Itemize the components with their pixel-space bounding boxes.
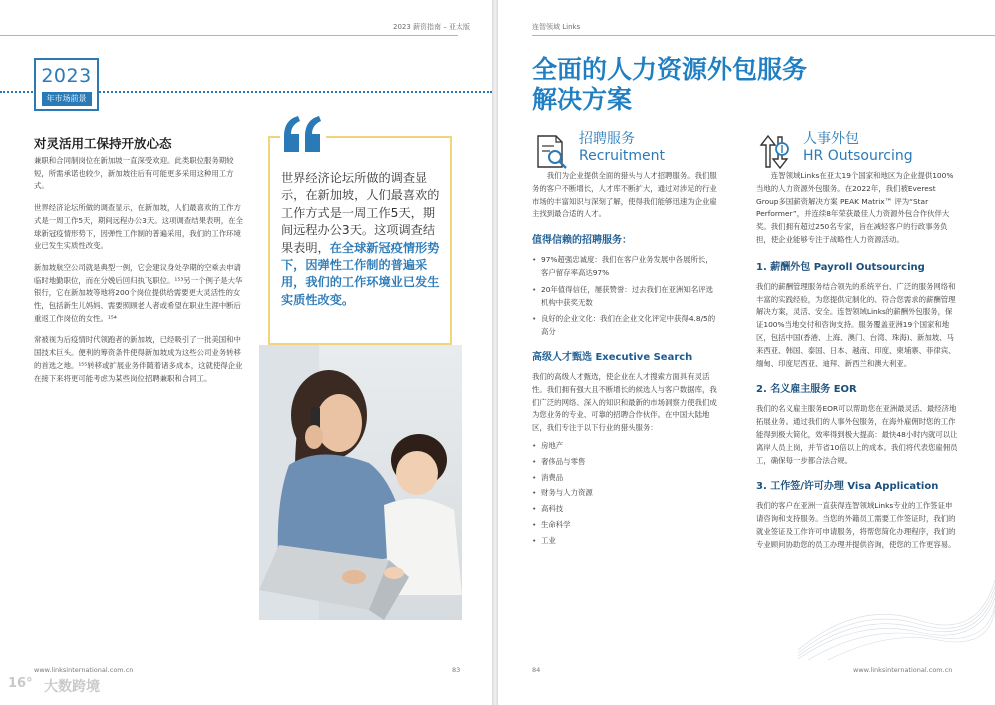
eor-text: 我们的名义雇主服务EOR可以帮助您在亚洲最灵活、最经济地拓展业务。通过我们的人事外包服务，在海外雇佣时您的工作能得到极大简化，效率得到极大提高：最快48小时内就可以让离岸人员上岗，并节省10倍以上的成本。我们将代表您雇佣员工，确保每一步都合法合规。 xyxy=(756,404,958,465)
eor-heading: 2. 名义雇主服务 EOR xyxy=(756,384,857,396)
quote-highlight-text: 在全球新冠疫情形势下，因弹性工作制的普遍采用，我们的工作环境业已发生实质性改变。 xyxy=(281,240,440,307)
hr-heading-en: HR Outsourcing xyxy=(803,148,913,164)
page-title xyxy=(532,55,862,115)
watermark xyxy=(6,672,156,702)
list-item: • 良好的企业文化：我们在企业文化评定中获得4.8/5的高分 xyxy=(532,313,720,339)
recruitment-heading-en: Recruitment xyxy=(579,148,666,164)
list-item: • 消费品 xyxy=(532,472,720,485)
recruitment-document-search-icon xyxy=(532,133,570,171)
payroll-text: 我们的薪酬管理服务结合领先的系统平台、广泛的服务网络和丰富的实践经验，为您提供定制化的、符合您需求的薪酬管理解决方案，灵活、安全。连智领域Links的薪酬外包服务，保证100%当地交付和咨询支持。服务覆盖亚洲19个国家和地区，包括中国(香港、上海、澳门、台湾、珠海)、新加坡、马来西亚、韩国、泰国、日本、越南、印度、柬埔寨、菲律宾、缅甸、印度尼西亚、迪拜、新西兰和澳大利亚。 xyxy=(756,281,956,368)
executive-search-heading: 高级人才甄选 Executive Search xyxy=(532,351,693,363)
visa-heading: 3. 工作签/许可办理 Visa Application xyxy=(756,481,939,493)
watermark-logo-icon: 16° xyxy=(8,676,33,691)
page-title-line-1: 全面的人力资源外包服务 xyxy=(532,55,808,84)
right-page-header: 连智领域 Links xyxy=(532,23,581,31)
year-subtitle: 年市场前景 xyxy=(42,92,92,106)
industry-list xyxy=(532,440,720,548)
visa-text: 我们的客户在亚洲一直获得连智领域Links专业的工作签证申请咨询和支持服务。当您的外籍员工需要工作签证时，我们的就业签证及工作许可申请服务，将帮您简化办理程序，我们的专业顾问协助您的员工办理并提供咨询，使您的工作更容易。 xyxy=(756,501,956,549)
left-page-number: 83 xyxy=(452,666,461,674)
recruitment-heading-cn: 招聘服务 xyxy=(579,131,635,147)
left-page xyxy=(0,0,492,705)
recruitment-column xyxy=(532,170,720,551)
hr-outsourcing-exchange-icon xyxy=(756,133,794,171)
right-header-rule xyxy=(532,35,995,36)
pull-quote-text xyxy=(281,170,443,309)
left-body-column xyxy=(34,155,244,394)
paragraph-4: 常被视为后疫情时代领跑者的新加坡，已经吸引了一批美国和中国技术巨头。便利的筹资条件使得新加坡成为这些公司业务转移的首选之地。¹⁵⁵转移或扩展业务伴随着诸多成本，这就使得企业在接下来将更可能考虑为某些岗位招聘兼职和合同工。 xyxy=(34,335,243,383)
paragraph-2: 世界经济论坛所做的调查显示，在新加坡，人们最喜欢的工作方式是一周工作5天，期间远程办公3天。这项调查结果表明，在全球新冠疫情形势下，因弹性工作制的普遍采用，我们的工作环境业已发生实质性改变。 xyxy=(34,203,243,251)
paragraph-3: 新加坡航空公司就是典型一例，它会建议身处孕期的空乘去申请临时地勤职位，而在分娩后回归执飞职位。¹⁵³另一个例子是大华银行，它在新加坡等地将200个岗位提供给需要更大灵活性的女性，包括新生儿妈妈、需要照顾老人者或希望在职业生涯中断后重返工作岗位的女性。¹⁵⁴ xyxy=(34,262,243,323)
list-item: • 97%超强忠诚度：我们在客户业务发展中各展所长，客户留存率高达97% xyxy=(532,254,720,280)
right-footer-url: www.linksinternational.com.cn xyxy=(853,666,953,674)
list-item: • 奢侈品与零售 xyxy=(532,456,720,469)
recruitment-intro: 我们为企业提供全面的猎头与人才招聘服务。我们服务的客户不断增长，人才库不断扩大，通过对涉足的行业市场的丰富知识与深刻了解，使得我们能够迅速为企业雇主找到最合适的人才。 xyxy=(532,171,717,219)
left-footer-url: www.linksinternational.com.cn xyxy=(34,666,134,674)
quote-mark-icon xyxy=(280,112,326,156)
left-page-header: 2023 薪资指南 – 亚太版 xyxy=(393,23,470,31)
decorative-wave-lines xyxy=(798,560,995,660)
executive-search-text: 我们的高级人才甄选，使企业在人才搜索方面具有灵活性。我们拥有强大且不断增长的候选人与客户数据库，我们广泛的网络、深入的知识和最新的市场洞察力使我们成为您业务的专业、可靠的招聘合作伙伴。在中国大陆地区，我们专注于以下行业的猎头服务： xyxy=(532,371,717,433)
watermark-text: 大数跨境 xyxy=(44,679,100,695)
list-item: • 房地产 xyxy=(532,440,720,453)
quote-normal-text: 世界经济论坛所做的调查显示，在新加坡，人们最喜欢的工作方式是一周工作5天，期间远程办公3天。这项调查结果表明， xyxy=(281,171,440,255)
section-title: 对灵活用工保持开放心态 xyxy=(34,136,172,151)
list-item: • 生命科学 xyxy=(532,519,720,532)
year-badge xyxy=(34,58,99,111)
right-page xyxy=(498,0,995,705)
list-item: • 财务与人力资源 xyxy=(532,487,720,500)
list-item: • 高科技 xyxy=(532,503,720,516)
right-page-number: 84 xyxy=(532,666,541,674)
page-title-line-2: 解决方案 xyxy=(532,85,633,114)
list-item: • 20年值得信任，屡获赞誉：过去我们在亚洲知名评选机构中获奖无数 xyxy=(532,284,720,310)
trusted-list xyxy=(532,254,720,339)
recruitment-heading xyxy=(579,131,665,165)
mother-child-photo xyxy=(259,345,462,620)
trusted-heading: 值得信赖的招聘服务： xyxy=(532,235,632,247)
hr-intro: 连智领域Links在亚太19个国家和地区为企业提供100%当地的人力资源外包服务。在2022年，我们被Everest Group多国薪资解决方案 PEAK Matrix™ 评为“Star Performer”，并连续8年荣获最佳人力资源外包合作伙伴大奖。我们拥有超过250名专家，旨在减轻客户的行政事务负担，使企业能够专注于战略性人力资源活动。 xyxy=(756,171,954,244)
hr-column xyxy=(756,170,958,552)
list-item: • 工业 xyxy=(532,535,720,548)
year-number: 2023 xyxy=(41,65,92,87)
payroll-heading: 1. 薪酬外包 Payroll Outsourcing xyxy=(756,261,925,273)
hr-heading xyxy=(803,131,913,165)
paragraph-1: 兼职和合同制岗位在新加坡一直深受欢迎。此类职位服务期较短，所需承诺也较少，新加坡往后有可能更多采用这种用工方式。 xyxy=(34,156,234,191)
left-header-rule xyxy=(0,35,458,36)
hr-heading-cn: 人事外包 xyxy=(803,131,859,147)
